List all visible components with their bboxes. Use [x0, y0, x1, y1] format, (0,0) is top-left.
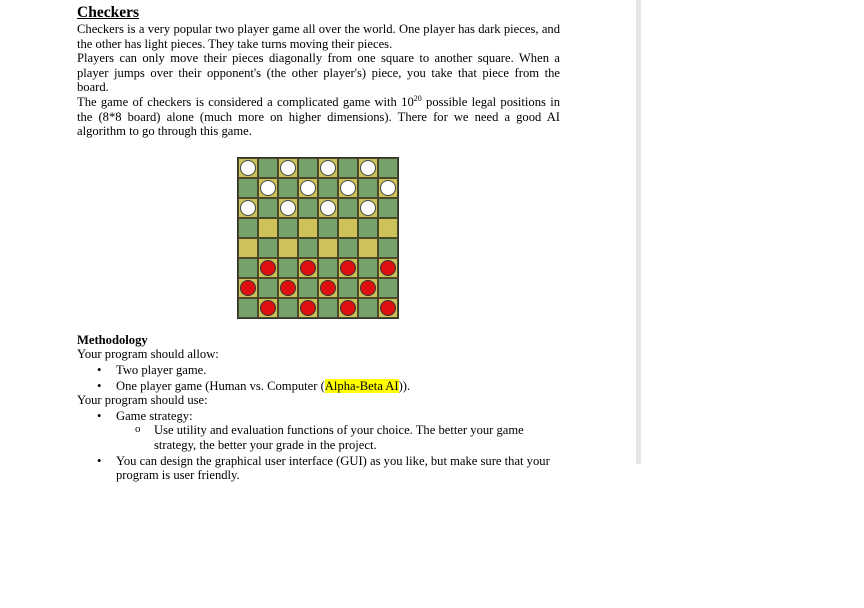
- intro-paragraph-2: Players can only move their pieces diagonally from one square to another square. When a player jumps over their opponent's (the other player's) piece, you take that piece from the board.: [77, 51, 560, 95]
- game-strategy-sublist: [116, 423, 560, 452]
- board-square: [238, 298, 258, 318]
- board-square: [278, 178, 298, 198]
- board-square: [298, 238, 318, 258]
- light-piece-icon: [320, 200, 336, 216]
- dark-piece-icon: [360, 280, 376, 296]
- list-item: [77, 379, 560, 394]
- light-piece-icon: [380, 180, 396, 196]
- board-square: [258, 218, 278, 238]
- light-piece-icon: [280, 160, 296, 176]
- board-square: [238, 218, 258, 238]
- dark-piece-icon: [260, 260, 276, 276]
- board-square: [298, 158, 318, 178]
- light-piece-icon: [240, 200, 256, 216]
- para3-exponent: 20: [413, 93, 422, 103]
- use-item-gui: You can design the graphical user interface (GUI) as you like, but make sure that your program is user friendly.: [116, 453, 550, 483]
- board-square: [278, 258, 298, 278]
- board-square: [378, 298, 398, 318]
- board-square: [238, 258, 258, 278]
- dark-piece-icon: [320, 280, 336, 296]
- para3-text-before: The game of checkers is considered a complicated game with 10: [77, 94, 414, 109]
- board-square: [378, 158, 398, 178]
- board-square: [258, 298, 278, 318]
- board-square: [238, 158, 258, 178]
- light-piece-icon: [240, 160, 256, 176]
- highlighted-text-alpha-beta: Alpha-Beta AI: [324, 378, 399, 393]
- board-square: [358, 258, 378, 278]
- board-square: [298, 178, 318, 198]
- board-square: [358, 298, 378, 318]
- board-square: [338, 198, 358, 218]
- section-heading-checkers: Checkers: [77, 4, 139, 21]
- board-square: [258, 178, 278, 198]
- use-label: Your program should use:: [77, 393, 208, 408]
- light-piece-icon: [280, 200, 296, 216]
- light-piece-icon: [360, 160, 376, 176]
- light-piece-icon: [340, 180, 356, 196]
- board-square: [278, 298, 298, 318]
- light-piece-icon: [260, 180, 276, 196]
- light-piece-icon: [360, 200, 376, 216]
- board-square: [358, 158, 378, 178]
- methodology-heading: Methodology: [77, 332, 148, 347]
- board-square: [258, 278, 278, 298]
- board-square: [278, 278, 298, 298]
- dark-piece-icon: [260, 300, 276, 316]
- board-square: [278, 218, 298, 238]
- board-square: [278, 238, 298, 258]
- list-item: [77, 409, 560, 453]
- dark-piece-icon: [300, 300, 316, 316]
- board-square: [278, 158, 298, 178]
- light-piece-icon: [320, 160, 336, 176]
- light-piece-icon: [300, 180, 316, 196]
- dark-piece-icon: [380, 300, 396, 316]
- board-square: [378, 258, 398, 278]
- board-square: [338, 258, 358, 278]
- dark-piece-icon: [340, 300, 356, 316]
- checkers-board-grid: [238, 158, 398, 318]
- board-square: [358, 178, 378, 198]
- intro-paragraph-1: Checkers is a very popular two player game all over the world. One player has dark pieces, and the other has light pieces. They take turns moving their pieces.: [77, 22, 560, 51]
- allow-item-one-player-after: )).: [398, 378, 411, 393]
- board-square: [318, 258, 338, 278]
- allow-label: Your program should allow:: [77, 347, 219, 362]
- board-square: [378, 278, 398, 298]
- board-square: [338, 278, 358, 298]
- list-item: [77, 363, 560, 378]
- board-square: [358, 218, 378, 238]
- dark-piece-icon: [300, 260, 316, 276]
- board-square: [298, 278, 318, 298]
- para3-text-after: possible legal positions in the (8*8 board) alone (much more on higher dimensions). There for we need a good AI algorithm to go through this game.: [77, 94, 560, 139]
- board-square: [298, 218, 318, 238]
- allow-list: [77, 363, 560, 393]
- board-square: [238, 278, 258, 298]
- board-square: [318, 278, 338, 298]
- intro-paragraph-3: [77, 95, 560, 139]
- board-square: [338, 178, 358, 198]
- board-square: [258, 258, 278, 278]
- board-square: [238, 178, 258, 198]
- board-square: [378, 238, 398, 258]
- dark-piece-icon: [280, 280, 296, 296]
- board-square: [358, 238, 378, 258]
- allow-item-one-player-before: One player game (Human vs. Computer (: [116, 378, 325, 393]
- board-square: [318, 198, 338, 218]
- board-square: [278, 198, 298, 218]
- board-square: [258, 238, 278, 258]
- board-square: [338, 238, 358, 258]
- dark-piece-icon: [380, 260, 396, 276]
- dark-piece-icon: [340, 260, 356, 276]
- board-square: [298, 198, 318, 218]
- allow-item-two-player: Two player game.: [116, 362, 207, 377]
- list-item: [77, 454, 560, 483]
- board-square: [378, 178, 398, 198]
- board-square: [318, 238, 338, 258]
- document-content: [77, 4, 560, 483]
- sub-item-utility-functions: Use utility and evaluation functions of your choice. The better your game strategy, the better your grade in the project.: [154, 423, 524, 452]
- board-square: [318, 178, 338, 198]
- board-square: [358, 278, 378, 298]
- use-list: [77, 409, 560, 483]
- board-square: [338, 158, 358, 178]
- dark-piece-icon: [240, 280, 256, 296]
- use-item-game-strategy: Game strategy:: [116, 408, 193, 423]
- board-square: [378, 218, 398, 238]
- page-edge-shadow: [636, 0, 641, 464]
- board-square: [258, 158, 278, 178]
- checkers-board: [237, 157, 399, 319]
- board-square: [338, 298, 358, 318]
- board-square: [318, 158, 338, 178]
- sub-list-item: [116, 423, 560, 452]
- board-square: [338, 218, 358, 238]
- board-square: [358, 198, 378, 218]
- board-square: [298, 298, 318, 318]
- board-square: [238, 238, 258, 258]
- board-square: [258, 198, 278, 218]
- board-square: [298, 258, 318, 278]
- board-square: [318, 218, 338, 238]
- board-square: [378, 198, 398, 218]
- board-square: [238, 198, 258, 218]
- board-square: [318, 298, 338, 318]
